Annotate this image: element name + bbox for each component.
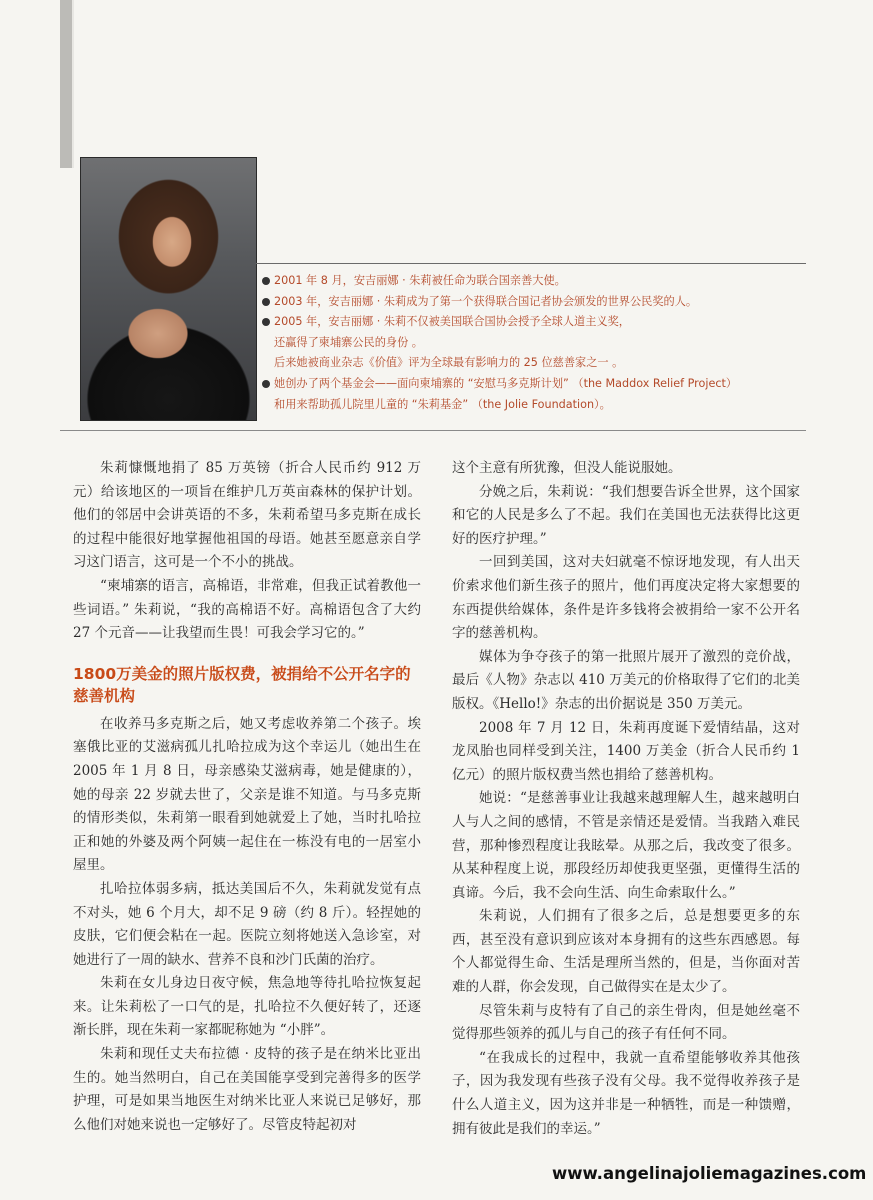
fact-item-continued [262,395,822,416]
fact-item [262,271,822,292]
paragraph: 扎哈拉体弱多病，抵达美国后不久，朱莉就发觉有点不对头，她 6 个月大，却不足 9 磅（约 8 斤）。轻捏她的皮肤，它们便会粘在一起。医院立刻将她送入急诊室，对她进行了一周的缺水、营养不良和沙门氏菌的治疗。 [73,880,421,968]
paragraph: 朱莉在女儿身边日夜守候，焦急地等待扎哈拉恢复起来。让朱莉松了一口气的是，扎哈拉不久便好转了，还逐渐长胖，现在朱莉一家都昵称她为 “小胖”。 [73,975,421,1039]
article-column-left [73,457,421,1137]
fact-item [262,292,822,313]
fact-item [262,312,822,333]
paragraph: 媒体为争夺孩子的第一批照片展开了激烈的竞价战，最后《人物》杂志以 410 万美元的价格取得了它们的北美版权。《Hello!》杂志的出价据说是 350 万美元。 [452,648,800,712]
paragraph: 一回到美国，这对夫妇就毫不惊讶地发现，有人出天价索求他们新生孩子的照片，他们再度决定将大家想要的东西提供给媒体，条件是许多钱将会被捐给一家不公开名字的慈善机构。 [452,554,800,642]
paragraph: “在我成长的过程中，我就一直希望能够收养其他孩子，因为我发现有些孩子没有父母。我不觉得收养孩子是什么人道主义，因为这并非是一种牺牲，而是一种馈赠，拥有彼此是我们的幸运。” [452,1049,800,1137]
fact-text: 还赢得了柬埔寨公民的身份 。 [274,335,423,349]
fact-text: 2003 年，安吉丽娜 · 朱莉成为了第一个获得联合国记者协会颁发的世界公民奖的人。 [274,294,698,308]
caption-divider [256,263,806,264]
paragraph: 这个主意有所犹豫，但没人能说服她。 [452,460,682,476]
bullet-icon [262,298,270,306]
decorative-side-bar-highlight [72,0,74,168]
paragraph: 朱莉说，人们拥有了很多之后，总是想要更多的东西，甚至没有意识到应该对本身拥有的这些东西感恩。每个人都觉得生命、生活是理所当然的，但是，当你面对苦难的人群，你会发现，自己做得实在是太少了。 [452,908,800,996]
portrait-photo [80,157,257,421]
paragraph: 朱莉慷慨地捐了 85 万英镑（折合人民币约 912 万元）给该地区的一项旨在维护几万英亩森林的保护计划。他们的邻居中会讲英语的不多，朱莉希望马多克斯在成长的过程中能很好地掌握他祖国的母语。她甚至愿意亲自学习这门语言，这可是一个不小的挑战。 [73,460,421,571]
bullet-icon [262,277,270,285]
fact-text: 2001 年 8 月，安吉丽娜 · 朱莉被任命为联合国亲善大使。 [274,274,566,287]
section-divider [60,430,806,431]
fact-item-continued [262,353,822,374]
bullet-icon [262,380,270,388]
fact-text: 她创办了两个基金会——面向柬埔寨的 “安慰马多克斯计划” （the Maddox Relief Project） [274,376,738,390]
paragraph: “柬埔寨的语言，高棉语，非常难，但我正试着教他一些词语。” 朱莉说，“我的高棉语不好。高棉语包含了大约 27 个元音——让我望而生畏！可我会学习它的。” [73,577,421,642]
fact-text: 2005 年，安吉丽娜 · 朱莉不仅被美国联合国协会授予全球人道主义奖， [274,315,630,329]
paragraph: 2008 年 7 月 12 日，朱莉再度诞下爱情结晶，这对龙凤胎也同样受到关注，1400 万美金（折合人民币约 1 亿元）的照片版权费当然也捐给了慈善机构。 [452,719,800,783]
section-heading: 1800万美金的照片版权费，被捐给不公开名字的慈善机构 [73,664,411,705]
paragraph: 她说：“是慈善事业让我越来越理解人生，越来越明白人与人之间的感情，不管是亲情还是爱情。当我踏入难民营，那种惨烈程度让我眩晕。从那之后，我改变了很多。从某种程度上说，那段经历却使我更坚强，更懂得生活的真谛。今后，我不会向生活、向生命索取什么。” [452,790,800,901]
fact-text: 后来她被商业杂志《价值》评为全球最有影响力的 25 位慈善家之一 。 [274,356,624,370]
paragraph: 分娩之后，朱莉说：“我们想要告诉全世界，这个国家和它的人民是多么了不起。我们在美国也无法获得比这更好的医疗护理。” [452,483,800,547]
facts-list [262,271,822,415]
article-column-right [452,457,800,1141]
paragraph: 朱莉和现任丈夫布拉德 · 皮特的孩子是在纳米比亚出生的。她当然明白，自己在美国能享受到完善得多的医学护理，可是如果当地医生对纳米比亚人来说已足够好，那么他们对她来说也一定够好了。尽管皮特起初对 [73,1046,421,1133]
bullet-icon [262,318,270,326]
website-watermark: www.angelinajoliemagazines.com [552,1164,867,1183]
paragraph: 在收养马多克斯之后，她又考虑收养第二个孩子。埃塞俄比亚的艾滋病孤儿扎哈拉成为这个幸运儿（她出生在 2005 年 1 月 8 日，母亲感染艾滋病毒，她是健康的），她的母亲 22 岁就去世了，父亲是谁不知道。与马多克斯的情形类似，朱莉第一眼看到她就爱上了她，当时扎哈拉正和她的外婆及两个阿姨一起住在一栋没有电的一居室小屋里。 [73,715,421,874]
fact-item-continued [262,333,822,354]
fact-item [262,374,822,395]
paragraph: 尽管朱莉与皮特有了自己的亲生骨肉，但是她丝毫不觉得那些领养的孤儿与自己的孩子有任何不同。 [452,1002,800,1043]
fact-text: 和用来帮助孤儿院里儿童的 “朱莉基金” （the Jolie Foundation）。 [274,397,611,411]
